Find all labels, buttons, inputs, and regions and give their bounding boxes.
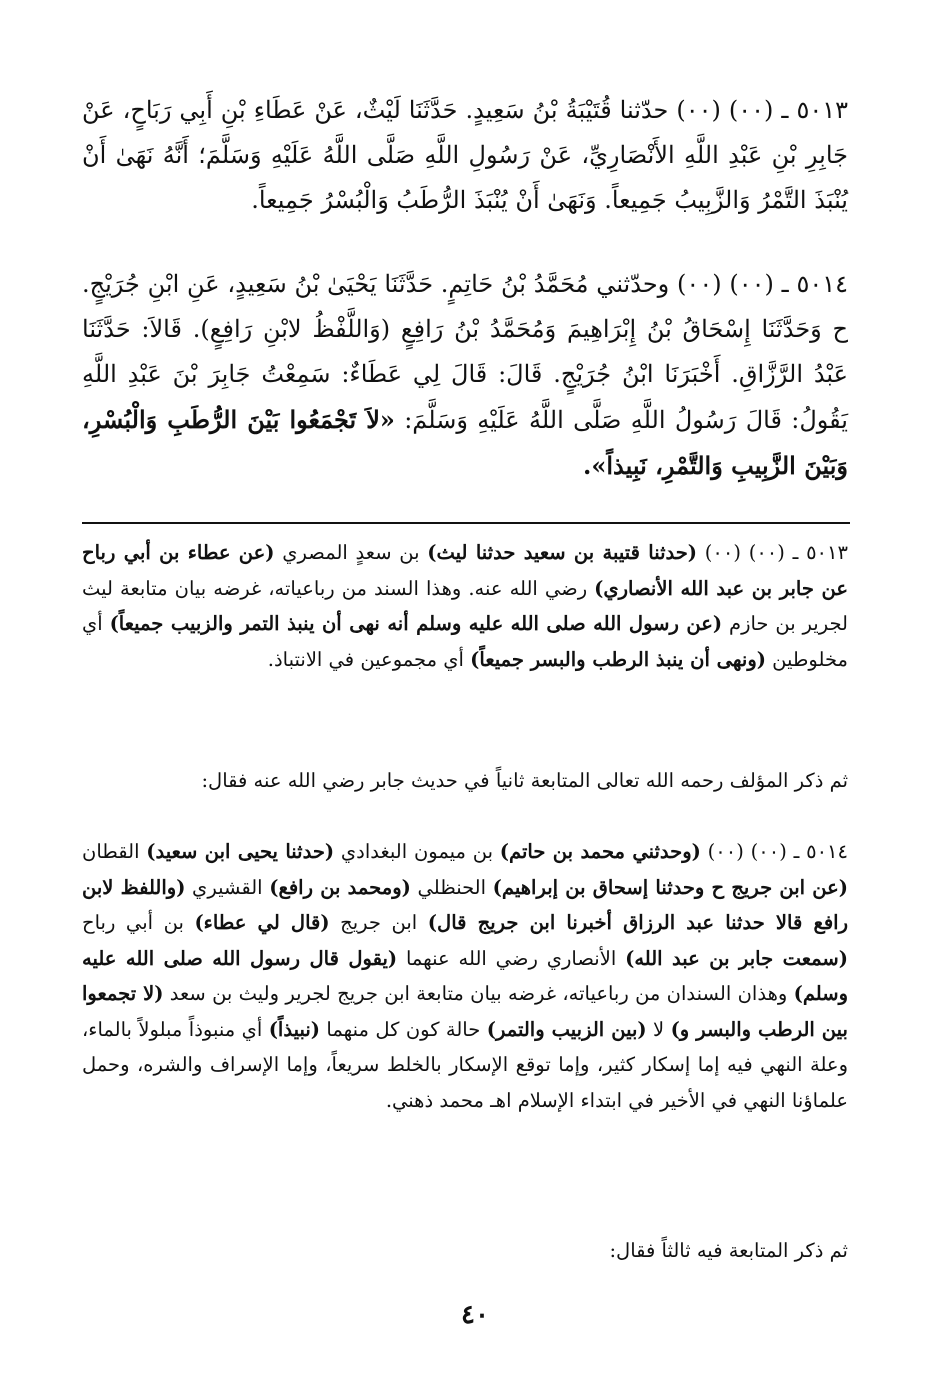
commentary-segment: بن أبي رباح	[82, 911, 195, 934]
commentary-5013	[82, 535, 848, 677]
commentary-segment: بن ميمون البغدادي	[334, 840, 500, 863]
commentary-quoted-segment: (لا تجمعوا بين الرطب والبسر و)	[82, 982, 848, 1041]
separator-line	[82, 522, 850, 524]
hadith-text: حدّثنا قُتَيْبَةُ بْنُ سَعِيدٍ. حَدَّثَنَا لَيْثٌ، عَنْ عَطَاءِ بْنِ أَبِي رَبَاحٍ، عَنْ جَابِرِ بْنِ عَبْدِ اللَّهِ الأَنْصَارِيِّ، عَنْ رَسُولِ اللَّهِ صَلَّى اللَّهُ عَلَيْهِ وَسَلَّمَ؛ أَنَّهُ نَهَىٰ أَنْ يُنْبَذَ التَّمْرُ وَالزَّبِيبُ جَمِيعاً. وَنَهَىٰ أَنْ يُنْبَذَ الرُّطَبُ وَالْبُسْرُ جَمِيعاً.	[82, 96, 848, 214]
commentary-5014	[82, 834, 848, 1118]
hadith-number: ٥٠١٤ ـ (٠٠) (٠٠)	[677, 270, 848, 298]
commentary-segment: ابن جريج	[329, 911, 428, 934]
commentary-segment: القطان	[82, 840, 147, 863]
commentary-quoted-segment: (حدثنا يحيى ابن سعيد)	[146, 840, 335, 863]
commentary-quoted-segment: (وحدثني محمد بن حاتم)	[499, 840, 701, 863]
commentary-segment: بن سعدٍ المصري	[274, 541, 428, 564]
page-number: ٤٠	[461, 1300, 489, 1330]
commentary-segment: رضي الله عنه. وهذا السند من رباعياته، غرضه بيان متابعة ليث لجرير بن حازم	[82, 576, 849, 635]
hadith-text: وحدّثني مُحَمَّدُ بْنُ حَاتِمٍ. حَدَّثَنَا يَحْيَىٰ بْنُ سَعِيدٍ، عَنِ ابْنِ جُرَيْجٍ. ح وَحَدَّثَنَا إِسْحَاقُ بْنُ إِبْرَاهِيمَ وَمُحَمَّدُ بْنُ رَافِعٍ (وَاللَّفْظُ لابْنِ رَافِعٍ). قَالاَ: حَدَّثَنَا عَبْدُ الرَّزَّاقِ. أَخْبَرَنَا ابْنُ جُرَيْجٍ. قَالَ: قَالَ لِي عَطَاءٌ: سَمِعْتُ جَابِرَ بْنَ عَبْدِ اللَّهِ يَقُولُ: قَالَ رَسُولُ اللَّهِ صَلَّى اللَّهُ عَلَيْهِ وَسَلَّمَ:	[82, 270, 848, 434]
commentary-segment: ٥٠١٣ ـ (٠٠) (٠٠)	[697, 541, 848, 564]
commentary-quoted-segment: (نبيذاً)	[268, 1017, 320, 1041]
hadith-5014	[82, 262, 848, 489]
commentary-quoted-segment: (ونهى أن ينبذ الرطب والبسر جميعاً)	[470, 647, 766, 671]
commentary-transition-1: ثم ذكر المؤلف رحمه الله تعالى المتابعة ثانياً في حديث جابر رضي الله عنه فقال:	[201, 769, 848, 792]
commentary-segment: الأنصاري رضي الله عنهما	[397, 946, 626, 970]
commentary-segment: ٥٠١٤ ـ (٠٠) (٠٠)	[700, 840, 849, 863]
commentary-segment: لا	[646, 1017, 671, 1041]
commentary-segment: أي منبوذاً مبلولاً بالماء، وعلة النهي فيه إما إسكار كثير، وإما توقع الإسكار بالخلط سريعاً، وإما الإسراف والشره، وحمل علماؤنا النهي في الأخير في ابتداء الإسلام اهـ محمد ذهني.	[82, 1017, 848, 1112]
commentary-quoted-segment: (سمعت جابر بن عبد الله)	[625, 946, 848, 970]
commentary-quoted-segment: (عن عطاء بن أبي رباح عن جابر بن عبد الله الأنصاري)	[82, 541, 848, 600]
hadith-number: ٥٠١٣ ـ (٠٠) (٠٠)	[676, 96, 848, 124]
commentary-segment: أي مجموعين في الانتباذ.	[267, 647, 471, 671]
commentary-quoted-segment: (حدثنا قتيبة بن سعيد حدثنا ليث)	[427, 541, 698, 564]
commentary-quoted-segment: (عن رسول الله صلى الله عليه وسلم أنه نهى أن ينبذ التمر والزبيب جميعاً)	[109, 612, 723, 635]
commentary-quoted-segment: (عن ابن جريج ح وحدثنا إسحاق بن إبراهيم)	[492, 875, 848, 899]
commentary-segment: أي مخلوطين	[82, 612, 848, 671]
commentary-quoted-segment: (قال لي عطاء)	[194, 911, 330, 934]
commentary-transition-2: ثم ذكر المتابعة فيه ثالثاً فقال:	[609, 1239, 848, 1262]
commentary-segment: وهذان السندان من رباعياته، غرضه بيان متابعة ابن جريج لجرير وليث بن سعد	[163, 982, 794, 1005]
commentary-quoted-segment: (يقول قال رسول الله صلى الله عليه وسلم)	[82, 946, 849, 1005]
hadith-5013	[82, 88, 848, 223]
prophetic-quote: «لاَ تَجْمَعُوا بَيْنَ الرُّطَبِ وَالْبُسْرِ، وَبَيْنَ الزَّبِيبِ وَالتَّمْرِ، نَبِيذاً».	[82, 405, 848, 480]
commentary-segment: حالة كون كل منهما	[320, 1017, 487, 1041]
commentary-quoted-segment: (واللفظ لابن رافع قالا حدثنا عبد الرزاق أخبرنا ابن جريج قال)	[82, 875, 848, 934]
commentary-quoted-segment: (بين الزبيب والتمر)	[486, 1017, 647, 1041]
commentary-quoted-segment: (ومحمد بن رافع)	[269, 875, 411, 899]
commentary-segment: القشيري	[185, 875, 270, 899]
commentary-segment: الحنظلي	[410, 875, 493, 899]
